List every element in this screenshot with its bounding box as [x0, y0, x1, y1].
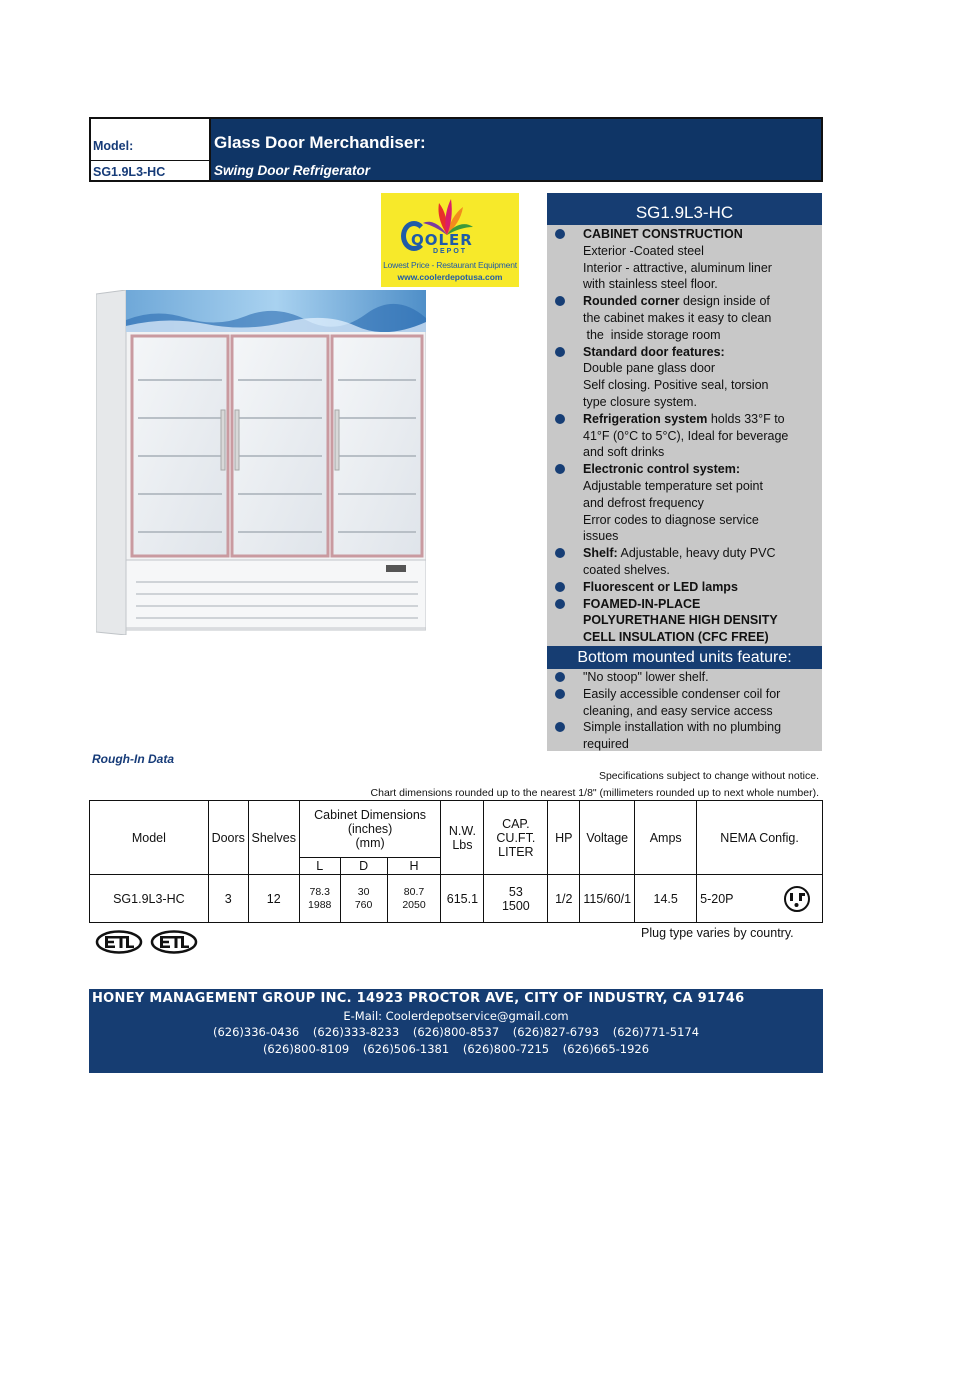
header-cabinet-line: (mm)	[355, 836, 385, 850]
bottom-mounted-header	[547, 646, 822, 669]
bottom-feature-installation	[547, 719, 822, 753]
feature-line: CELL INSULATION (CFC FREE)	[583, 630, 769, 645]
feature-heading: CABINET CONSTRUCTION	[583, 227, 743, 241]
feature-rounded-corner	[547, 293, 822, 343]
bullet-icon	[555, 464, 565, 474]
feature-lamps	[547, 579, 822, 596]
feature-line: holds 33°F to	[707, 411, 785, 426]
feature-line: Error codes to diagnose service	[583, 512, 759, 527]
header-capacity	[484, 801, 548, 875]
logo-url: www.coolerdepotusa.com	[397, 272, 503, 282]
cell-depth	[340, 875, 387, 923]
logo-brand-text: OOLER	[411, 231, 473, 249]
feature-line: the cabinet makes it easy to clean	[583, 310, 772, 325]
model-value: SG1.9L3-HC	[93, 165, 166, 179]
logo-brand-sub: DEPOT	[432, 248, 468, 255]
cell-capacity-liter: 1500	[501, 898, 530, 913]
feature-line: issues	[583, 529, 619, 544]
bullet-icon	[555, 689, 565, 699]
cell-model: SG1.9L3-HC	[90, 875, 209, 923]
bullet-icon	[555, 296, 565, 306]
product-title: Glass Door Merchandiser:	[214, 133, 426, 152]
spec-change-note: Specifications subject to change without notice.	[598, 770, 819, 782]
feature-heading: FOAMED-IN-PLACE	[583, 596, 701, 611]
feature-line: and soft drinks	[583, 445, 665, 460]
cell-capacity-cuft: 53	[508, 884, 523, 899]
feature-line: Simple installation with no plumbing	[583, 720, 782, 735]
feature-refrigeration	[547, 411, 822, 461]
title-box	[211, 119, 821, 180]
feature-line: type closure system.	[583, 394, 697, 409]
table-header-row	[90, 801, 823, 858]
cell-length-in: 78.3	[309, 885, 330, 898]
header-net-weight	[441, 801, 484, 875]
feature-heading: Rounded corner	[583, 294, 680, 309]
feature-line: Easily accessible condenser coil for	[583, 686, 781, 701]
feature-line: required	[583, 737, 629, 752]
feature-electronic-control	[547, 461, 822, 545]
dimension-rounding-note: Chart dimensions rounded up to the nearest 1/8" (millimeters rounded up to next whole number).	[370, 787, 819, 799]
header-cabinet-dimensions	[299, 801, 441, 858]
feature-line: Adjustable temperature set point	[583, 478, 763, 493]
spec-sheet-header	[89, 117, 823, 182]
feature-line: and defrost frequency	[583, 495, 704, 510]
header-length: L	[299, 858, 340, 875]
cell-height	[387, 875, 441, 923]
feature-shelf	[547, 545, 822, 579]
cell-doors: 3	[208, 875, 248, 923]
contact-footer	[89, 989, 823, 1073]
etl-listed-logo	[95, 930, 143, 954]
header-hp: HP	[548, 801, 580, 875]
bullet-icon	[555, 229, 565, 239]
bottom-mounted-title: Bottom mounted units feature:	[577, 649, 792, 666]
bullet-icon	[555, 672, 565, 682]
cell-height-in: 80.7	[403, 885, 425, 898]
cell-length-mm: 1988	[308, 898, 332, 911]
rough-in-table	[89, 800, 823, 923]
feature-heading: Standard door features:	[583, 344, 725, 359]
bullet-icon	[555, 414, 565, 424]
model-box	[91, 119, 211, 180]
header-cap-line: CAP.	[502, 816, 530, 831]
header-height: H	[387, 858, 441, 875]
header-nema: NEMA Config.	[697, 801, 823, 875]
table-row	[90, 875, 823, 923]
model-label: Model:	[93, 139, 134, 153]
product-subtitle: Swing Door Refrigerator	[214, 163, 371, 178]
feature-line: Self closing. Positive seal, torsion	[583, 378, 769, 393]
feature-heading: Refrigeration system	[583, 411, 708, 426]
cell-voltage: 115/60/1	[580, 875, 635, 923]
feature-heading: Electronic control system:	[583, 462, 740, 477]
bullet-icon	[555, 347, 565, 357]
bullet-icon	[555, 599, 565, 609]
header-cap-line: CU.FT.	[496, 830, 536, 845]
phone-list-row-1: (626)336-0436 (626)333-8233 (626)800-8537 (626)827-6793 (626)771-5174	[212, 1025, 700, 1039]
nema-5-20p-plug-icon	[783, 885, 811, 913]
header-nw-line: Lbs	[452, 837, 473, 852]
feature-line: with stainless steel floor.	[583, 277, 718, 292]
feature-line: Adjustable, heavy duty PVC	[617, 546, 776, 561]
cell-depth-mm: 760	[354, 898, 373, 911]
cell-shelves: 12	[248, 875, 299, 923]
feature-list	[547, 226, 822, 646]
feature-line: coated shelves.	[583, 562, 670, 577]
header-doors: Doors	[208, 801, 248, 875]
feature-heading: Fluorescent or LED lamps	[583, 579, 738, 594]
header-cabinet-line: Cabinet Dimensions	[314, 808, 427, 822]
model-divider	[91, 160, 209, 161]
cell-length	[299, 875, 340, 923]
phone-list-row-2: (626)800-8109 (626)506-1381 (626)800-7215 (626)665-1926	[262, 1042, 650, 1056]
feature-heading: Shelf:	[583, 546, 618, 561]
feature-line: Double pane glass door	[583, 361, 716, 376]
bottom-feature-no-stoop	[547, 669, 822, 686]
header-cabinet-line: (inches)	[347, 822, 393, 836]
feature-door	[547, 344, 822, 411]
feature-insulation	[547, 596, 822, 646]
feature-line: POLYURETHANE HIGH DENSITY	[583, 613, 778, 628]
company-address: HONEY MANAGEMENT GROUP INC. 14923 PROCTOR AVE, CITY OF INDUSTRY, CA 91746	[92, 991, 745, 1006]
bottom-feature-condenser	[547, 686, 822, 720]
feature-line: design inside of	[679, 294, 770, 309]
feature-line: "No stoop" lower shelf.	[583, 670, 709, 684]
cell-capacity	[484, 875, 548, 923]
bullet-icon	[555, 722, 565, 732]
features-panel-header	[547, 193, 822, 225]
cell-net-weight: 615.1	[441, 875, 484, 923]
cell-nema-value: 5-20P	[700, 891, 734, 906]
feature-line: Interior - attractive, aluminum liner	[583, 260, 772, 275]
rough-in-title: Rough-In Data	[92, 752, 174, 766]
feature-line: 41°F (0°C to 5°C), Ideal for beverage	[583, 428, 789, 443]
logo-tagline: Lowest Price - Restaurant Equipment	[383, 260, 517, 270]
contact-email: E-Mail: Coolerdepotservice@gmail.com	[343, 1009, 569, 1023]
etl-sanitation-logo	[150, 930, 198, 954]
features-panel-title: SG1.9L3-HC	[635, 203, 734, 222]
bottom-feature-list	[547, 669, 822, 753]
header-nw-line: N.W.	[448, 823, 476, 838]
feature-line: cleaning, and easy service access	[583, 703, 773, 718]
feature-cabinet-construction	[547, 226, 822, 293]
header-cap-line: LITER	[498, 844, 534, 859]
bullet-icon	[555, 582, 565, 592]
cell-depth-in: 30	[357, 885, 370, 898]
refrigerator-image	[96, 290, 426, 635]
feature-line: the inside storage room	[583, 327, 721, 342]
cell-height-mm: 2050	[402, 898, 426, 911]
header-voltage: Voltage	[580, 801, 635, 875]
cell-nema	[697, 875, 823, 923]
header-model: Model	[90, 801, 209, 875]
header-depth: D	[340, 858, 387, 875]
bullet-icon	[555, 548, 565, 558]
cooler-depot-logo	[381, 193, 519, 287]
plug-type-note: Plug type varies by country.	[641, 926, 794, 940]
features-panel	[547, 193, 822, 751]
header-shelves: Shelves	[248, 801, 299, 875]
header-amps: Amps	[635, 801, 697, 875]
cell-amps: 14.5	[635, 875, 697, 923]
feature-line: Exterior -Coated steel	[583, 243, 704, 258]
nema-wrap	[698, 885, 821, 913]
cell-hp: 1/2	[548, 875, 580, 923]
